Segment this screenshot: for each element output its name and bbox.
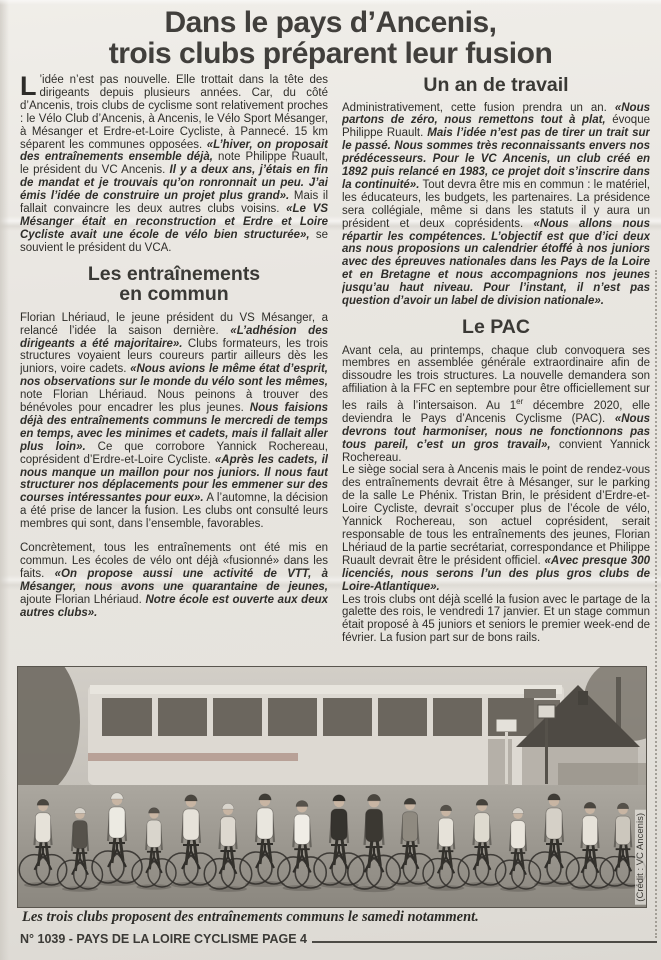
photo-bus xyxy=(88,685,564,785)
body-text: Florian Lhériaud, le jeune président du VS Mésanger, a relancé l’idée la saison dernière. xyxy=(20,311,328,337)
quote-text: Mais l’idée n’est pas de tirer un trait sur le passé. Nous sommes très reconnaissants envers nos prédécesseurs. Pour le VC Ancenis, un club créé en 1892 puis relancé en 1983, ce projet doit s’inscrire dans la continuité». xyxy=(342,127,650,191)
photo-credit: (Crédit : VC Ancenis) xyxy=(635,810,646,905)
quote-text: «On propose aussi une activité de VTT, à Mésanger, nous avons une quarantaine de jeunes, xyxy=(20,567,328,593)
footer-text: N° 1039 - PAYS DE LA LOIRE CYCLISME PAGE 4 xyxy=(20,932,308,946)
body-text: Le siège social sera à Ancenis mais le point de rendez-vous des entraînements devrait être à Mésanger, sur le parking de la salle Le Phénix. Tristan Brin, le président d’Erdre-et-Loire Cycliste, devrait s’occuper plus de l’école de vélo, Yannick Rochereau, son actuel coprésident, serait responsable de tous les entraînements des jeunes, Florian Lhériaud de la partie secrétariat, correspondance et Philippe Ruault devrait être le président officiel. xyxy=(342,464,650,567)
quote-text: «Après les cadets, il nous manque un maillon pour nos juniors. Il nous faut structurer nos déplacements pour les emmener sur des courses intéressantes pour eux». xyxy=(20,453,328,505)
article-paragraph xyxy=(342,464,650,593)
body-text: note Philippe Ruault, le président du VC Ancenis. xyxy=(20,151,328,177)
section-heading: Le PAC xyxy=(462,316,530,338)
body-text: A l’automne, la décision a été prise de lancer la fusion. Les clubs ont consulté leurs membres qui sont, dans l’ensemble, favorables. xyxy=(20,492,328,531)
article-paragraph xyxy=(342,345,650,465)
body-text: ’idée n’est pas nouvelle. Elle trottait dans la tête des dirigeants depuis plusieurs années. Car, du côté d’Ancenis, trois clubs de cyclisme sont relativement proches : le Vélo Club d’Ancenis, à Ancenis, le Vélo Sport Mésanger, à Mésanger et Erdre-et-Loire Cycliste, à Pannecé. 15 km séparent les communes opposées. xyxy=(20,74,328,151)
body-text: Avant cela, au printemps, chaque club convoquera ses membres en assemblée générale extraordinaire afin de dissoudre les trois structures. La nouvelle demandera son affiliation à la FFC en septembre pour être officiellement sur les rails à l’intersaison. Au 1 xyxy=(342,344,650,412)
footer-rule xyxy=(312,941,657,943)
body-text: Ce que corrobore Yannick Rochereau, coprésident d’Erdre-et-Loire Cycliste. xyxy=(20,440,328,466)
quote-text: Il y a deux ans, j’étais en fin de mandat et je trouvais qu’on ronronnait un peu. J’ai émis l’idée de construire un projet plus grand». xyxy=(20,164,328,203)
quote-text: «L’adhésion des dirigeants a été majoritaire». xyxy=(20,324,328,350)
quote-text: «L’hiver, on proposait des entraînements ensemble déjà, xyxy=(20,138,328,164)
quote-text: «Le VS Mésanger était en reconstruction et Erdre et Loire Cycliste avait une école de vélo bien structurée», xyxy=(20,203,328,241)
body-text: er xyxy=(516,397,524,407)
article-paragraph xyxy=(342,102,650,309)
headline-line2: trois clubs préparent leur fusion xyxy=(108,37,553,70)
quote-text: «Avec presque 300 licenciés, nous serons l’un des plus gros clubs de Loire-Atlantique». xyxy=(342,554,650,593)
quote-text: «Nous devrons tout harmoniser, nous ne fonctionnons pas tous pareil, c’est un gros travail», xyxy=(342,412,650,451)
body-text: ajoute Florian Lhériaud. xyxy=(20,593,146,606)
article-paragraph xyxy=(20,312,328,531)
article-paragraph xyxy=(20,74,328,255)
headline-line1: Dans le pays d’Ancenis, xyxy=(164,6,497,39)
article-photo xyxy=(17,666,647,908)
body-text: décembre 2020, elle deviendra le Pays d’Ancenis Cyclisme (PAC). xyxy=(342,399,650,425)
body-text: évoque Philippe Ruault. xyxy=(342,114,650,140)
photo-illustration xyxy=(18,667,646,907)
body-text: Administrativement, cette fusion prendra un an. xyxy=(342,101,615,114)
quote-text: Nous faisions déjà des entraînements communs le mercredi de temps en temps, avec les minimes et cadets, mais il fallait aller plus loin». xyxy=(20,402,328,453)
body-text: Mais il fallait convaincre les deux autres clubs voisins. xyxy=(20,190,328,216)
article-headline xyxy=(0,0,661,69)
body-text: Clubs formateurs, les trois structures voyaient leurs coureurs partir ailleurs dès les juniors, voire cadets. xyxy=(20,337,328,376)
article-body xyxy=(0,69,661,670)
section-heading: Les entraînements en commun xyxy=(87,262,261,306)
article-column-left xyxy=(20,74,328,670)
body-text: convient Yannick Rochereau. xyxy=(342,438,650,464)
quote-text: «Nous avions le même état d’esprit, nos observations sur le monde du vélo sont les mêmes, xyxy=(20,363,328,389)
photo-caption: Les trois clubs proposent des entraînements communs le samedi notamment. xyxy=(22,909,479,925)
quote-text: «Nous partons de zéro, nous remettons tout à plat, xyxy=(342,101,650,127)
body-text: Tout devra être mis en commun : le matériel, les éducateurs, les budgets, les partenaires. La présidence sera collégiale, même si dans les statuts il y aura un président et deux coprésidents. xyxy=(342,178,650,230)
article-paragraph xyxy=(20,542,328,619)
body-text: se souvient le président du VCA. xyxy=(20,228,328,254)
body-text: note Florian Lhériaud. Nous peinons à trouver des bénévoles pour encadrer les plus jeunes. xyxy=(20,389,328,415)
photo-hedge xyxy=(558,763,646,787)
drop-cap: L xyxy=(20,74,37,101)
page-footer xyxy=(20,932,657,946)
section-heading: Un an de travail xyxy=(423,74,569,96)
page-edge-perforation xyxy=(655,270,657,938)
article-paragraph xyxy=(342,594,650,646)
body-text: Les trois clubs ont déjà scellé la fusion avec le partage de la galette des rois, le vendredi 17 janvier. Et un stage commun était proposé à 45 juniors et seniors le premier week-end de février. La fusion part sur de bons rails. xyxy=(342,593,650,645)
article-column-right xyxy=(342,74,650,670)
body-text: Concrètement, tous les entraînements ont été mis en commun. Les écoles de vélo ont déjà «fusionné» dans les faits. xyxy=(20,542,328,580)
quote-text: Notre école est ouverte aux deux autres clubs». xyxy=(20,593,328,619)
quote-text: «Nous allons nous répartir les compétences. L’objectif est que d’ici deux ans nous proposions un calendrier étoffé à nos juniors avec des épreuves nationales dans les Pays de la Loire et en Bretagne et nous accompagnions nos jeunes jusqu’au haut niveau. Pour l’instant, il n’est pas question d’avoir un label de division nationale». xyxy=(342,217,650,308)
